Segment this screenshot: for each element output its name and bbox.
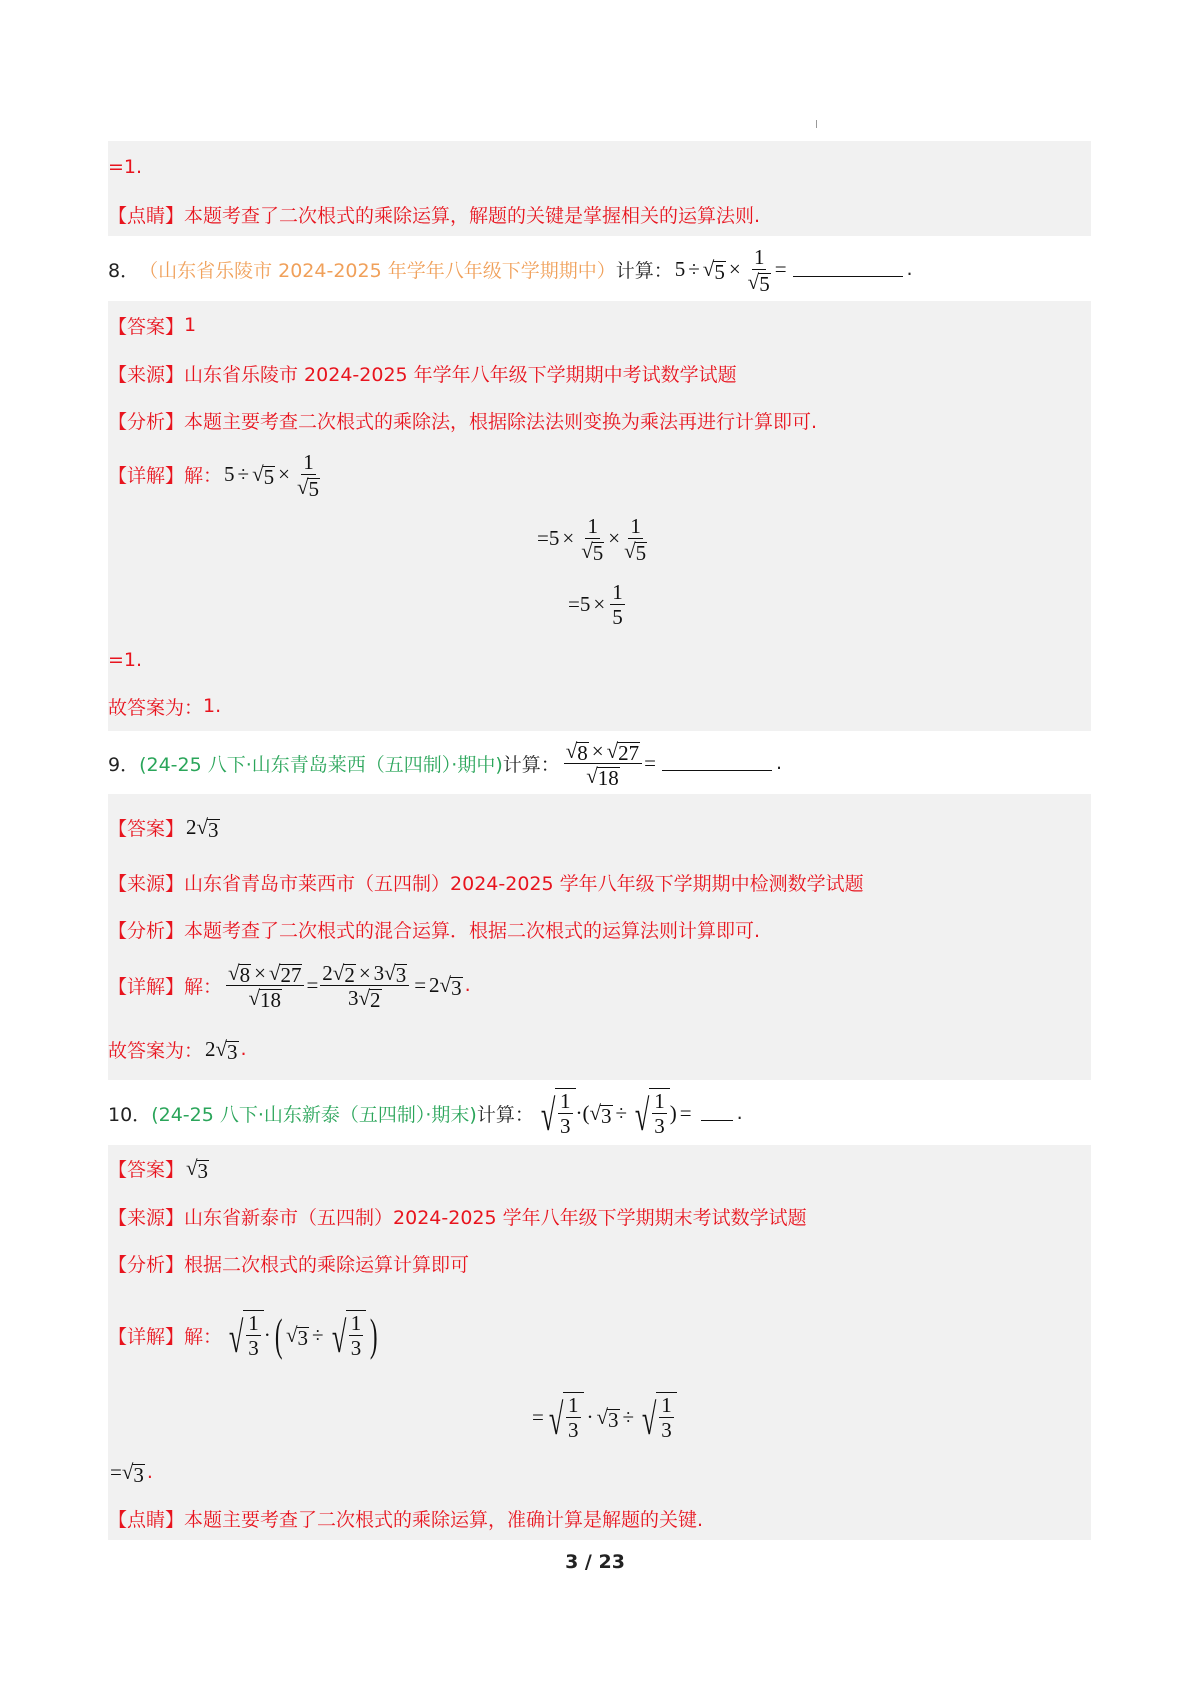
m-op: × — [562, 525, 575, 550]
question-expression — [562, 739, 656, 788]
paren: ( — [274, 1309, 283, 1360]
radicand: √ 3 — [395, 962, 407, 987]
denominator: 3 — [661, 1418, 672, 1442]
fraction — [558, 1089, 573, 1138]
analysis-text: 本题考查了二次根式的混合运算．根据二次根式的运算法则计算即可. — [184, 919, 761, 942]
page-number: 3 / 23 — [565, 1551, 625, 1573]
m-num: 5 — [579, 591, 591, 616]
m-num: 3 — [373, 960, 385, 985]
m-op: × — [254, 960, 266, 985]
m-op: × — [593, 591, 606, 616]
fraction — [246, 1311, 261, 1360]
radicand: √ 27 — [280, 962, 302, 987]
radicand: √ 2 — [344, 962, 355, 987]
comment-text: 本题考查了二次根式的乘除运算，解题的关键是掌握相关的运算法则. — [184, 204, 761, 227]
period: . — [776, 752, 783, 774]
answer-expression — [186, 815, 220, 840]
fraction — [579, 514, 606, 563]
sqrt — [197, 815, 220, 840]
numerator: 1 — [630, 513, 641, 538]
sqrt — [216, 1037, 239, 1062]
final-label: 故答案为： — [108, 1039, 204, 1062]
m-op: = — [568, 591, 580, 616]
m-op: = — [306, 972, 319, 997]
radicand: √ 3 — [197, 1158, 209, 1183]
final-label: 故答案为： — [108, 696, 204, 719]
source-label: 【来源】 — [108, 1206, 185, 1229]
fraction — [652, 1089, 667, 1138]
question-source-tag: (24-25 八下·山东青岛莱西（五四制）·期中) — [139, 753, 503, 776]
sqrt — [624, 539, 647, 563]
radicand: √ 2 — [370, 987, 381, 1012]
sqrt — [122, 1460, 145, 1485]
sqrt — [333, 961, 356, 985]
numerator: √ 1 — [568, 1393, 579, 1417]
source-text: 山东省青岛市莱西市（五四制）2024-2025 学年八年级下学期期中检测数学试题 — [184, 872, 864, 895]
m-num: 5 — [548, 525, 560, 550]
sqrt — [269, 961, 303, 985]
paren: ) — [669, 1100, 677, 1125]
fraction — [564, 739, 642, 788]
numerator: √ 1 — [654, 1089, 665, 1113]
sqrt — [358, 986, 381, 1010]
question-source-tag: （山东省乐陵市 2024-2025 年学年八年级下学期期中） — [139, 259, 616, 282]
m-op: ÷ — [622, 1404, 635, 1429]
radicand: √ 5 — [714, 259, 725, 284]
analysis-label: 【分析】 — [108, 1253, 185, 1276]
detail-prefix: 解： — [184, 1325, 223, 1348]
radicand: √ 5 — [308, 476, 319, 501]
sqrt — [440, 973, 463, 998]
m-op: × — [608, 525, 621, 550]
radicand: √ 5 — [759, 271, 770, 296]
answer-expression — [186, 1156, 209, 1181]
m-op: ÷ — [615, 1100, 628, 1125]
m-op: × — [278, 461, 290, 486]
radicand: √ 3 — [608, 1407, 619, 1432]
fraction — [226, 961, 304, 1010]
numerator: √ 1 — [560, 1089, 571, 1113]
m-op: = — [414, 972, 427, 997]
sqrt — [327, 1310, 367, 1360]
numerator: √ 1 — [350, 1311, 362, 1335]
sqrt — [607, 739, 641, 763]
period: . — [240, 1038, 247, 1060]
sqrt — [590, 1101, 613, 1126]
m-op: ÷ — [237, 461, 250, 486]
comment-tag: 【点睛】 — [108, 204, 185, 227]
detail-prefix: 解： — [184, 464, 223, 487]
detail-prefix: 解： — [184, 975, 223, 998]
numerator: √ 1 — [661, 1393, 672, 1417]
denominator: 3 — [248, 1336, 259, 1360]
end-expression — [110, 1460, 145, 1485]
m-op: = — [644, 750, 657, 775]
analysis-text: 根据二次根式的乘除运算计算即可 — [184, 1253, 470, 1276]
radicand: √ 3 — [297, 1325, 309, 1350]
m-num: 2 — [186, 814, 197, 839]
answer-blank[interactable] — [701, 1106, 733, 1121]
prev-end-text: =1. — [108, 156, 143, 178]
fraction — [659, 1393, 674, 1442]
step-expression — [537, 514, 651, 563]
source-label: 【来源】 — [108, 363, 185, 386]
analysis-text: 本题主要考查二次根式的乘除法，根据除法法则变换为乘法再进行计算即可. — [184, 410, 818, 433]
radicand: √ 3 — [227, 1039, 238, 1064]
period: . — [464, 974, 471, 996]
sqrt — [297, 475, 320, 499]
detail-expression — [224, 1310, 382, 1360]
sqrt — [248, 986, 282, 1010]
m-op: × — [591, 738, 604, 763]
answer-tag: 【答案】 — [108, 817, 185, 840]
fraction — [320, 961, 409, 1010]
paren: ) — [370, 1309, 378, 1360]
detail-expression — [224, 450, 324, 499]
m-num: 2 — [205, 1036, 216, 1061]
sqrt — [186, 1156, 209, 1181]
question-expression — [536, 1088, 695, 1138]
detail-label: 【详解】 — [108, 464, 185, 487]
m-num: 5 — [224, 461, 235, 486]
m-op: = — [774, 256, 787, 281]
radicand: √ 3 — [601, 1103, 612, 1128]
radicand: √ 3 — [133, 1462, 144, 1487]
denominator: 3 — [560, 1114, 571, 1138]
analysis-label: 【分析】 — [108, 919, 185, 942]
numerator: 1 — [303, 449, 314, 474]
fraction — [746, 245, 773, 294]
question-number: 10． — [108, 1103, 152, 1126]
fraction — [295, 450, 322, 499]
numerator: 1 — [612, 579, 623, 604]
source-text: 山东省乐陵市 2024-2025 年学年八年级下学期期中考试数学试题 — [184, 363, 737, 386]
m-op: · — [263, 1322, 271, 1347]
m-op: = — [110, 1459, 122, 1484]
answer-blank[interactable] — [793, 262, 903, 277]
sqrt — [748, 270, 771, 294]
step-expression — [532, 1392, 677, 1442]
question-prompt: 计算： — [502, 753, 560, 776]
m-num: 2 — [429, 972, 440, 997]
question-prompt: 计算： — [615, 259, 673, 282]
radicand: √ 5 — [635, 540, 647, 565]
sqrt — [586, 764, 620, 788]
question-source-tag: (24-25 八下·山东新泰（五四制）·期末) — [151, 1103, 477, 1126]
sqrt — [637, 1392, 677, 1442]
period: . — [906, 258, 913, 280]
m-num: 5 — [674, 256, 686, 281]
sqrt — [224, 1310, 264, 1360]
m-op: = — [679, 1100, 692, 1125]
radicand: √ 18 — [597, 765, 619, 790]
radicand: √ 27 — [618, 740, 640, 765]
final-expression — [205, 1037, 239, 1062]
sqrt — [597, 1405, 620, 1430]
step-expression — [568, 580, 627, 629]
m-op: ÷ — [312, 1322, 324, 1347]
m-op: × — [728, 256, 741, 281]
end-text: =1. — [108, 649, 143, 671]
analysis-label: 【分析】 — [108, 410, 185, 433]
denominator: 3 — [568, 1418, 579, 1442]
denominator: 5 — [612, 604, 623, 629]
radicand: √ 8 — [239, 962, 251, 987]
answer-value: 1 — [184, 314, 197, 336]
sqrt — [384, 961, 407, 985]
radicand: √ 3 — [451, 975, 462, 1000]
question-number: 8． — [108, 259, 140, 282]
m-op: · — [586, 1404, 594, 1429]
source-text: 山东省新泰市（五四制）2024-2025 学年八年级下学期期末考试数学试题 — [184, 1206, 807, 1229]
period: . — [736, 1102, 743, 1124]
m-op: = — [532, 1404, 544, 1429]
m-op: × — [358, 960, 371, 985]
period: . — [146, 1461, 153, 1483]
sqrt — [703, 257, 726, 282]
question-number: 9． — [108, 753, 140, 776]
sqrt — [228, 961, 251, 985]
paren: ( — [582, 1100, 590, 1125]
comment-text: 本题主要考查了二次根式的乘除运算，准确计算是解题的关键. — [184, 1508, 704, 1531]
answer-tag: 【答案】 — [108, 315, 185, 338]
sqrt — [566, 739, 589, 763]
answer-tag: 【答案】 — [108, 1158, 185, 1181]
comment-tag: 【点睛】 — [108, 1508, 185, 1531]
detail-expression — [224, 961, 463, 1010]
question-expression — [675, 245, 787, 294]
fraction — [566, 1393, 581, 1442]
radicand: √ 5 — [592, 540, 604, 565]
sqrt — [630, 1088, 670, 1138]
radicand: √ 8 — [577, 740, 588, 765]
final-value: 1. — [203, 695, 222, 717]
fraction — [610, 580, 625, 629]
m-num: 3 — [347, 985, 359, 1010]
m-op: = — [537, 525, 549, 550]
m-op: ÷ — [688, 256, 700, 281]
numerator: 1 — [587, 513, 598, 538]
detail-label: 【详解】 — [108, 1325, 185, 1348]
sqrt — [286, 1323, 309, 1348]
radicand: √ 18 — [260, 987, 281, 1012]
source-label: 【来源】 — [108, 872, 185, 895]
header-mark — [816, 120, 817, 128]
fraction — [349, 1311, 364, 1360]
radicand: √ 5 — [263, 464, 275, 489]
m-num: 2 — [322, 960, 333, 985]
denominator: 3 — [350, 1336, 362, 1360]
radicand: √ 3 — [208, 817, 219, 842]
numerator: 1 — [753, 244, 765, 269]
answer-blank[interactable] — [662, 756, 772, 771]
sqrt — [252, 462, 275, 487]
denominator: 3 — [654, 1114, 665, 1138]
question-prompt: 计算： — [476, 1103, 534, 1126]
numerator: √ 1 — [248, 1311, 259, 1335]
fraction — [622, 514, 649, 563]
sqrt — [536, 1088, 576, 1138]
m-op: · — [575, 1100, 583, 1125]
sqrt — [581, 539, 604, 563]
sqrt — [544, 1392, 584, 1442]
detail-label: 【详解】 — [108, 975, 185, 998]
